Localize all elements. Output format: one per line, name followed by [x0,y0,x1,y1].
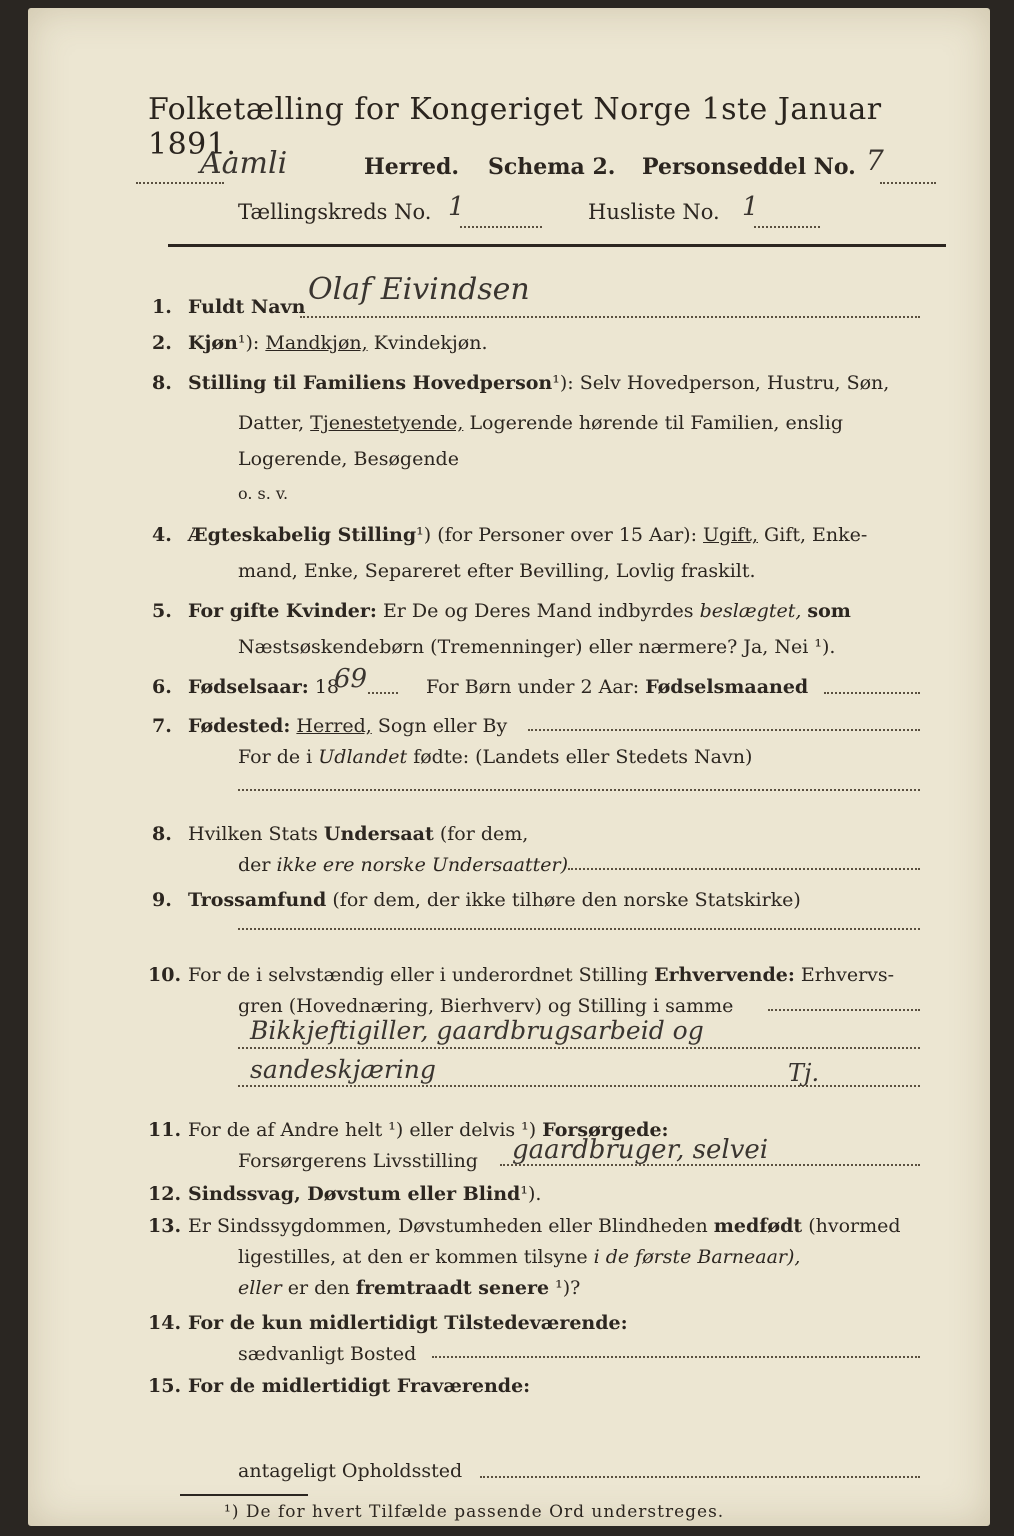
sex-footnote: ¹): [237,332,260,354]
religion-line [238,928,920,930]
form-title: Folketælling for Kongeriget Norge 1ste Januar 1891. [148,92,882,162]
kreds-value: 1 [448,192,465,222]
item-number-9: 9. [152,888,172,911]
marital-option-unmarried: Ugift, [703,524,758,546]
abroad-prefix: For de i [238,745,313,768]
census-form-sheet [28,8,990,1526]
birth-month-label: Fødselsmaaned [645,676,809,698]
full-name-value: Olaf Eivindsen [308,272,530,307]
congenital-er-den: er den [287,1277,350,1300]
birth-year-line [368,692,398,694]
birth-month-note: For Børn under 2 Aar: [426,676,640,698]
husliste-underline [754,226,820,228]
occupation-note: For de i selvstændig eller i underordnet Stilling [188,964,649,987]
herred-label: Herred. [364,154,460,180]
family-position-options-1: ¹): Selv Hovedperson, Hustru, Søn, [552,372,890,394]
religion-label: Trossamfund [188,888,327,911]
birthplace-label: Fødested: [188,714,291,737]
husliste-value: 1 [742,192,759,222]
usual-residence-line [432,1356,920,1358]
personseddel-label: Personseddel No. [642,154,856,180]
item-number-5: 5. [152,600,172,622]
congenital-label: medfødt [713,1215,803,1238]
citizenship-note-3: ikke ere norske Undersaatter) [276,854,569,877]
item-number-2: 2. [152,332,172,354]
family-position-options-3: Logerende, Besøgende [238,448,459,470]
marital-status-note: ¹) (for Personer over 15 Aar): [416,524,697,546]
congenital-note-2: ligestilles, at den er kommen tilsyne [238,1246,588,1269]
header-rule [168,244,946,247]
congenital-note-3: i de første Barneaar), [593,1246,801,1269]
usual-residence-label: sædvanligt Bosted [238,1342,417,1365]
sex-option-male: Mandkjøn, [265,332,368,354]
item-number-1: 1. [152,296,172,318]
footnote-rule [180,1494,308,1496]
item-number-10: 10. [148,964,182,987]
item-number-3: 8. [152,372,172,394]
item-number-11: 11. [148,1119,182,1142]
occupation-line-2 [238,1047,920,1049]
personseddel-underline [880,182,936,184]
item-number-8: 8. [152,823,172,846]
probable-residence-line [480,1476,920,1478]
birth-year-prefix: 18 [314,676,339,698]
married-women-related: beslægtet, [699,600,802,622]
kreds-underline [460,226,542,228]
marital-options-2: mand, Enke, Separeret efter Bevilling, Lovlig fraskilt. [238,560,756,582]
birth-month-line [824,692,920,694]
marital-status-label: Ægteskabelig Stilling [188,524,417,546]
citizenship-note-2: der [238,854,271,877]
temp-absent-label: For de midlertidigt Fraværende: [188,1375,531,1398]
married-women-question-2: Næstsøskendebørn (Tremenninger) eller nærmere? Ja, Nei ¹). [238,636,836,658]
supported-label: Forsørgede: [542,1119,669,1142]
married-women-question: Er De og Deres Mand indbyrdes [382,600,694,622]
item-number-7: 7. [152,714,172,737]
abroad-word: Udlandet [318,745,408,768]
sex-option-female: Kvindekjøn. [373,332,488,354]
congenital-note: (hvormed [808,1215,901,1238]
probable-residence-label: antageligt Opholdssted [238,1460,463,1482]
birthplace-line [528,729,920,731]
full-name-line [300,316,920,318]
occupation-label-2: Erhvervs- [800,964,895,987]
family-position-etc: o. s. v. [238,484,289,503]
married-women-label: For gifte Kvinder: [188,600,377,622]
full-name-label: Fuldt Navn [188,296,306,318]
item-number-4: 4. [152,524,172,546]
birth-year-value: 69 [334,664,368,694]
birthplace-options: Sogn eller By [377,714,508,737]
marital-option-married: Gift, Enke- [764,524,868,546]
herred-underline [136,182,224,184]
citizenship-prefix: Hvilken Stats [188,823,318,846]
family-position-options-2: Logerende hørende til Familien, enslig [469,412,843,434]
disability-footnote: ¹). [520,1182,542,1205]
citizenship-note: (for dem, [439,823,529,846]
footnote-text: ¹) De for hvert Tilfælde passende Ord understreges. [224,1502,725,1522]
occupation-label: Erhvervende: [654,964,795,987]
supported-note: For de af Andre helt ¹) eller delvis ¹) [188,1119,537,1142]
married-women-som: som [807,600,851,622]
congenital-question: Er Sindssygdommen, Døvstumheden eller Blindheden [188,1215,708,1238]
occupation-line-3 [238,1085,920,1087]
abroad-note: fødte: (Landets eller Stedets Navn) [413,745,753,768]
occupation-value-1: Bikkjeftigiller, gaardbrugsarbeid og [250,1015,704,1045]
sex-label: Kjøn [188,332,238,354]
item-number-6: 6. [152,676,172,698]
family-position-label: Stilling til Familiens Hovedperson [188,372,553,394]
citizenship-label: Undersaat [323,823,434,846]
congenital-later-label: fremtraadt senere [355,1277,550,1300]
occupation-value-2: sandeskjæring [250,1055,436,1085]
husliste-label: Husliste No. [588,200,720,224]
occupation-line-1 [768,1009,920,1011]
birth-year-label: Fødselsaar: [188,676,309,698]
occupation-value-3: Tj. [788,1058,820,1087]
schema-label: Schema 2. [488,154,616,180]
citizenship-line [568,868,920,870]
abroad-line [238,789,920,791]
family-position-option-servant: Tjenestetyende, [310,412,464,434]
disability-label: Sindssvag, Døvstum eller Blind [188,1182,521,1205]
item-number-13: 13. [148,1215,182,1238]
personseddel-value: 7 [866,144,884,177]
congenital-footnote: ¹)? [555,1277,581,1300]
religion-note: (for dem, der ikke tilhøre den norske Statskirke) [332,888,801,911]
occupation-note-2: gren (Hovednæring, Bierhverv) og Stilling i samme [238,995,734,1018]
supporter-value: gaardbruger, selvei [512,1134,769,1165]
herred-value: Aamli [200,146,288,181]
item-number-14: 14. [148,1311,182,1334]
temp-present-label: For de kun midlertidigt Tilstedeværende: [188,1311,628,1334]
kreds-label: Tællingskreds No. [238,200,432,224]
supporter-label: Forsørgerens Livsstilling [238,1150,478,1173]
item-number-15: 15. [148,1375,182,1398]
item-number-12: 12. [148,1182,182,1205]
birthplace-option-herred: Herred, [296,714,372,737]
congenital-eller: eller [238,1277,282,1300]
family-position-option-daughter: Datter, [238,412,305,434]
